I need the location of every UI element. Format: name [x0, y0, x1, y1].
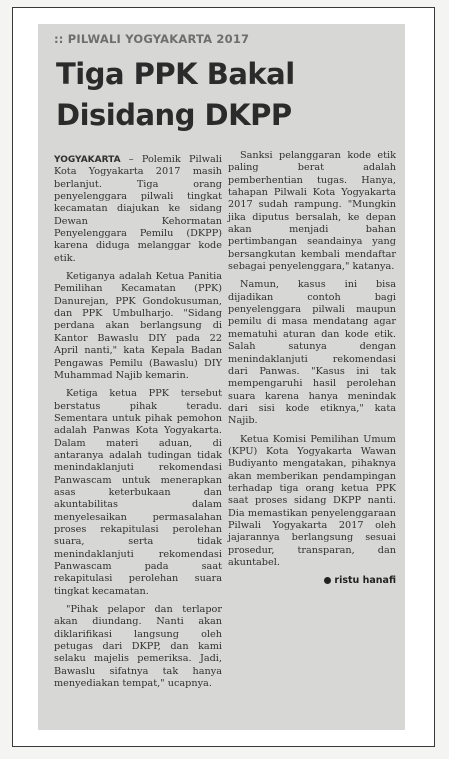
paragraph: Ketua Komisi Pemilihan Umum (KPU) Kota Yogyakarta Wawan Budiyanto mengatakan, pihaknya akan memberikan pendampingan terhadap tiga orang ketua PPK saat proses sidang DKPP nanti. Dia memastikan penyelenggaraan Pilwali Yogyakarta 2017 oleh jajarannya berlangsung sesuai prosedur, transparan, dan akuntabel.: [228, 433, 396, 568]
headline-line-1: Tiga PPK Bakal: [56, 57, 295, 91]
article-column-2: [228, 150, 396, 588]
paragraph: Sanksi pelanggaran kode etik paling berat adalah pemberhentian tugas. Hanya, tahapan Pilwali Kota Yogyakarta 2017 sudah rampung. "Mungkin jika diputus bersalah, ke depan akan menjadi bahan pertimbangan seandainya yang bersangkutan kembali mendaftar sebagai penyelenggara," katanya.: [228, 150, 396, 273]
paragraph: "Pihak pelapor dan terlapor akan diundang. Nanti akan diklarifikasi langsung oleh petugas dari DKPP, dan kami selaku majelis pemeriksa. Jadi, Bawaslu sifatnya tak hanya menyediakan tempat," ucapnya.: [54, 604, 222, 690]
headline-line-2: Disidang DKPP: [56, 98, 292, 132]
paragraph: Ketiganya adalah Ketua Panitia Pemilihan Kecamatan (PPK) Danurejan, PPK Gondokusuman, dan PPK Umbulharjo. "Sidang perdana akan berlangsung di Kantor Bawaslu DIY pada 22 April nanti," kata Kepala Badan Pengawas Pemilu (Bawaslu) DIY Muhammad Najib kemarin.: [54, 271, 222, 381]
section-label: :: PILWALI YOGYAKARTA 2017: [54, 32, 250, 46]
article-column-1: [54, 154, 222, 696]
bullet-icon: [324, 577, 331, 584]
paragraph: YOGYAKARTA – Polemik Pilwali Kota Yogyakarta 2017 masih berlanjut. Tiga orang penyelenggara pilwali tingkat kecamatan diajukan ke sidang Dewan Kehormatan Penyelenggara Pemilu (DKPP) karena diduga melanggar kode etik.: [54, 154, 222, 264]
paragraph: Ketiga ketua PPK tersebut berstatus pihak teradu. Sementara untuk pihak pemohon adalah Panwas Kota Yogyakarta. Dalam materi aduan, di antaranya adalah tudingan tidak menindaklanjuti rekomendasi Panwascam untuk menerapkan asas keterbukaan dan akuntabilitas dalam menyelesaikan permasalahan proses rekapitulasi perolehan suara, serta tidak menindaklanjuti rekomendasi Panwascam pada saat rekapitulasi perolehan suara tingkat kecamatan.: [54, 388, 222, 597]
article-clipping: [38, 24, 405, 730]
paragraph: Namun, kasus ini bisa dijadikan contoh bagi penyelenggara pilwali maupun pemilu di masa mendatang agar mematuhi aturan dan kode etik. Salah satunya dengan menindaklanjuti rekomendasi dari Panwas. "Kasus ini tak mempengaruhi hasil perolehan suara karena hanya menindak dari sisi kode etiknya," kata Najib.: [228, 279, 396, 427]
dateline: YOGYAKARTA: [54, 155, 121, 165]
author-name: ristu hanafi: [334, 575, 396, 587]
headline: [56, 54, 396, 136]
byline: [228, 575, 396, 587]
